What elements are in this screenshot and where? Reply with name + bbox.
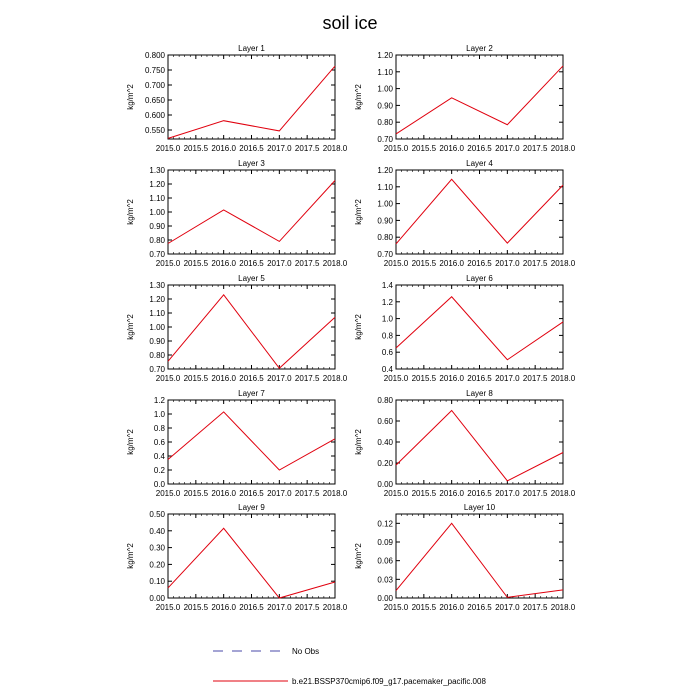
x-tick-label: 2016.0 [211,374,236,383]
legend [213,647,486,686]
series-line-layer-3 [168,181,335,244]
y-tick-label: 0.80 [377,396,393,405]
y-tick-label: 0.2 [153,466,165,475]
x-tick-label: 2016.5 [467,259,492,268]
plot-frame-layer-9 [168,514,335,598]
y-tick-label: 0.90 [149,337,165,346]
x-tick-label: 2016.0 [439,374,464,383]
y-tick-label: 1.2 [153,396,165,405]
y-tick-label: 0.70 [149,250,165,259]
y-tick-label: 0.09 [377,538,393,547]
y-tick-label: 0.40 [377,438,393,447]
panel-title-layer-6: Layer 6 [466,274,493,283]
x-tick-label: 2017.5 [294,374,320,383]
x-tick-label: 2015.0 [155,603,181,612]
y-tick-label: 0.4 [153,452,165,461]
series-line-layer-10 [396,523,563,597]
panel-title-layer-8: Layer 8 [466,389,493,398]
x-tick-label: 2016.5 [239,259,264,268]
y-tick-label: 1.4 [381,281,393,290]
x-tick-label: 2016.5 [239,489,264,498]
panel-layer-9 [126,503,348,612]
plot-frame-layer-1 [168,55,335,139]
y-tick-label: 0.90 [377,216,393,226]
y-tick-label: 1.00 [377,199,393,209]
panel-title-layer-2: Layer 2 [466,44,493,53]
y-tick-label: 1.20 [377,166,393,175]
y-tick-label: 1.2 [381,297,393,307]
x-tick-label: 2018.0 [550,144,576,153]
x-tick-label: 2015.5 [183,259,209,268]
x-tick-label: 2016.0 [439,144,464,153]
x-tick-label: 2018.0 [550,374,576,383]
y-tick-label: 0.90 [149,222,165,231]
series-line-layer-5 [168,295,335,369]
plot-frame-layer-7 [168,400,335,484]
series-line-layer-6 [396,297,563,360]
x-tick-label: 2018.0 [322,259,348,268]
x-tick-label: 2016.0 [211,144,236,153]
y-axis-label: kg/m^2 [126,543,135,569]
y-tick-label: 0.6 [381,348,393,358]
x-tick-label: 2016.0 [211,603,236,612]
y-tick-label: 0.80 [377,118,393,128]
y-tick-label: 0.06 [377,556,393,566]
panel-title-layer-1: Layer 1 [238,44,265,53]
panel-layer-6 [354,274,576,383]
y-tick-label: 0.00 [149,594,165,603]
x-tick-label: 2015.0 [383,489,409,498]
x-tick-label: 2015.0 [383,603,409,612]
x-tick-label: 2017.5 [522,603,548,612]
y-tick-label: 0.10 [149,577,165,587]
x-tick-label: 2016.5 [467,489,492,498]
x-tick-label: 2017.5 [522,374,548,383]
x-tick-label: 2016.0 [211,489,236,498]
y-tick-label: 1.20 [377,51,393,60]
x-tick-label: 2017.0 [495,259,520,268]
x-tick-label: 2017.0 [267,603,292,612]
y-axis-label: kg/m^2 [354,84,363,110]
x-tick-label: 2017.0 [495,144,520,153]
y-tick-label: 0.40 [149,526,165,536]
series-line-layer-4 [396,179,563,244]
y-tick-label: 0.750 [144,66,165,75]
x-tick-label: 2017.0 [267,374,292,383]
panel-layer-7 [126,389,348,498]
panel-layer-2 [354,44,576,153]
x-tick-label: 2017.0 [495,603,520,612]
x-tick-label: 2015.0 [155,489,181,498]
x-tick-label: 2017.0 [495,374,520,383]
x-tick-label: 2018.0 [550,259,576,268]
x-tick-label: 2016.0 [439,603,464,612]
y-tick-label: 0.20 [149,560,165,570]
x-tick-label: 2017.0 [267,489,292,498]
y-tick-label: 0.00 [377,480,393,489]
y-tick-label: 0.03 [377,575,393,585]
y-axis-label: kg/m^2 [354,429,363,455]
x-tick-label: 2016.5 [239,144,264,153]
y-tick-label: 0.80 [377,233,393,243]
plot-frame-layer-8 [396,400,563,484]
panel-layer-5 [126,274,348,383]
y-tick-label: 0.700 [144,81,165,90]
x-tick-label: 2015.0 [383,144,409,153]
y-tick-label: 0.80 [149,236,165,245]
x-tick-label: 2015.0 [155,144,181,153]
x-tick-label: 2017.0 [267,259,292,268]
plot-frame-layer-4 [396,170,563,254]
x-tick-label: 2016.5 [467,374,492,383]
x-tick-label: 2017.5 [522,489,548,498]
x-tick-label: 2017.5 [294,259,320,268]
panel-title-layer-10: Layer 10 [463,503,496,512]
y-axis-label: kg/m^2 [354,543,363,569]
panel-title-layer-3: Layer 3 [238,159,265,168]
y-tick-label: 1.0 [153,410,165,419]
x-tick-label: 2015.5 [183,603,209,612]
y-tick-label: 1.30 [149,166,165,175]
x-tick-label: 2018.0 [322,144,348,153]
y-tick-label: 0.50 [149,510,165,519]
x-tick-label: 2015.5 [411,259,437,268]
x-tick-label: 2015.5 [183,374,209,383]
y-tick-label: 0.8 [153,424,165,433]
plot-frame-layer-10 [396,514,563,598]
panel-layer-4 [354,159,576,268]
x-tick-label: 2018.0 [550,489,576,498]
x-tick-label: 2016.5 [239,603,264,612]
x-tick-label: 2015.5 [183,489,209,498]
x-tick-label: 2018.0 [322,374,348,383]
y-tick-label: 0.80 [149,351,165,360]
legend-label-model: b.e21.BSSP370cmip6.f09_g17.pacemaker_pacific.008 [292,677,486,686]
y-tick-label: 0.550 [144,126,165,135]
panel-title-layer-7: Layer 7 [238,389,265,398]
figure-title: soil ice [322,13,378,33]
series-line-layer-9 [168,528,335,598]
y-axis-label: kg/m^2 [126,84,135,110]
y-tick-label: 0.8 [381,331,393,341]
x-tick-label: 2017.0 [495,489,520,498]
y-axis-label: kg/m^2 [126,314,135,340]
plot-frame-layer-5 [168,285,335,369]
x-tick-label: 2015.5 [411,144,437,153]
series-line-layer-2 [396,66,563,134]
panel-title-layer-5: Layer 5 [238,274,265,283]
x-tick-label: 2017.5 [294,489,320,498]
series-line-layer-7 [168,412,335,470]
y-tick-label: 0.800 [144,51,165,60]
legend-label-no-obs: No Obs [292,647,320,656]
panels-group [126,44,576,612]
x-tick-label: 2015.0 [155,374,181,383]
y-tick-label: 0.70 [377,250,393,259]
x-tick-label: 2018.0 [322,489,348,498]
y-tick-label: 0.00 [377,594,393,603]
y-tick-label: 1.20 [149,180,165,189]
y-tick-label: 1.10 [377,67,393,77]
y-tick-label: 0.4 [381,365,393,374]
x-tick-label: 2015.5 [183,144,209,153]
y-tick-label: 1.10 [377,182,393,192]
x-tick-label: 2016.5 [239,374,264,383]
y-tick-label: 1.0 [381,314,393,324]
y-tick-label: 1.00 [149,208,165,217]
y-tick-label: 0.70 [377,135,393,144]
y-tick-label: 1.00 [149,323,165,332]
x-tick-label: 2017.5 [522,144,548,153]
panel-layer-3 [126,159,348,268]
y-tick-label: 1.20 [149,295,165,304]
plot-frame-layer-6 [396,285,563,369]
y-tick-label: 1.10 [149,194,165,203]
x-tick-label: 2015.5 [411,603,437,612]
x-tick-label: 2016.5 [467,603,492,612]
panel-layer-1 [126,44,348,153]
plot-frame-layer-3 [168,170,335,254]
series-line-layer-8 [396,411,563,481]
x-tick-label: 2017.0 [267,144,292,153]
x-tick-label: 2016.0 [211,259,236,268]
x-tick-label: 2016.0 [439,489,464,498]
x-tick-label: 2017.5 [294,603,320,612]
y-tick-label: 0.600 [144,111,165,120]
y-axis-label: kg/m^2 [354,199,363,225]
x-tick-label: 2015.5 [411,489,437,498]
x-tick-label: 2015.5 [411,374,437,383]
y-axis-label: kg/m^2 [126,199,135,225]
y-tick-label: 1.30 [149,281,165,290]
x-tick-label: 2017.5 [294,144,320,153]
plot-frame-layer-2 [396,55,563,139]
panel-title-layer-4: Layer 4 [466,159,493,168]
x-tick-label: 2018.0 [550,603,576,612]
series-line-layer-1 [168,66,335,138]
y-tick-label: 0.90 [377,101,393,111]
x-tick-label: 2017.5 [522,259,548,268]
y-tick-label: 0.70 [149,365,165,374]
y-tick-label: 0.12 [377,519,393,529]
y-tick-label: 0.30 [149,543,165,553]
panel-layer-8 [354,389,576,498]
y-tick-label: 0.6 [153,438,165,447]
x-tick-label: 2016.0 [439,259,464,268]
panel-layer-10 [354,503,576,612]
y-tick-label: 1.00 [377,84,393,94]
y-tick-label: 0.20 [377,459,393,468]
y-tick-label: 1.10 [149,309,165,318]
x-tick-label: 2016.5 [467,144,492,153]
y-tick-label: 0.60 [377,417,393,426]
x-tick-label: 2015.0 [383,374,409,383]
y-axis-label: kg/m^2 [126,429,135,455]
x-tick-label: 2018.0 [322,603,348,612]
x-tick-label: 2015.0 [155,259,181,268]
y-axis-label: kg/m^2 [354,314,363,340]
x-tick-label: 2015.0 [383,259,409,268]
y-tick-label: 0.650 [144,96,165,105]
y-tick-label: 0.0 [153,480,165,489]
panel-title-layer-9: Layer 9 [238,503,265,512]
